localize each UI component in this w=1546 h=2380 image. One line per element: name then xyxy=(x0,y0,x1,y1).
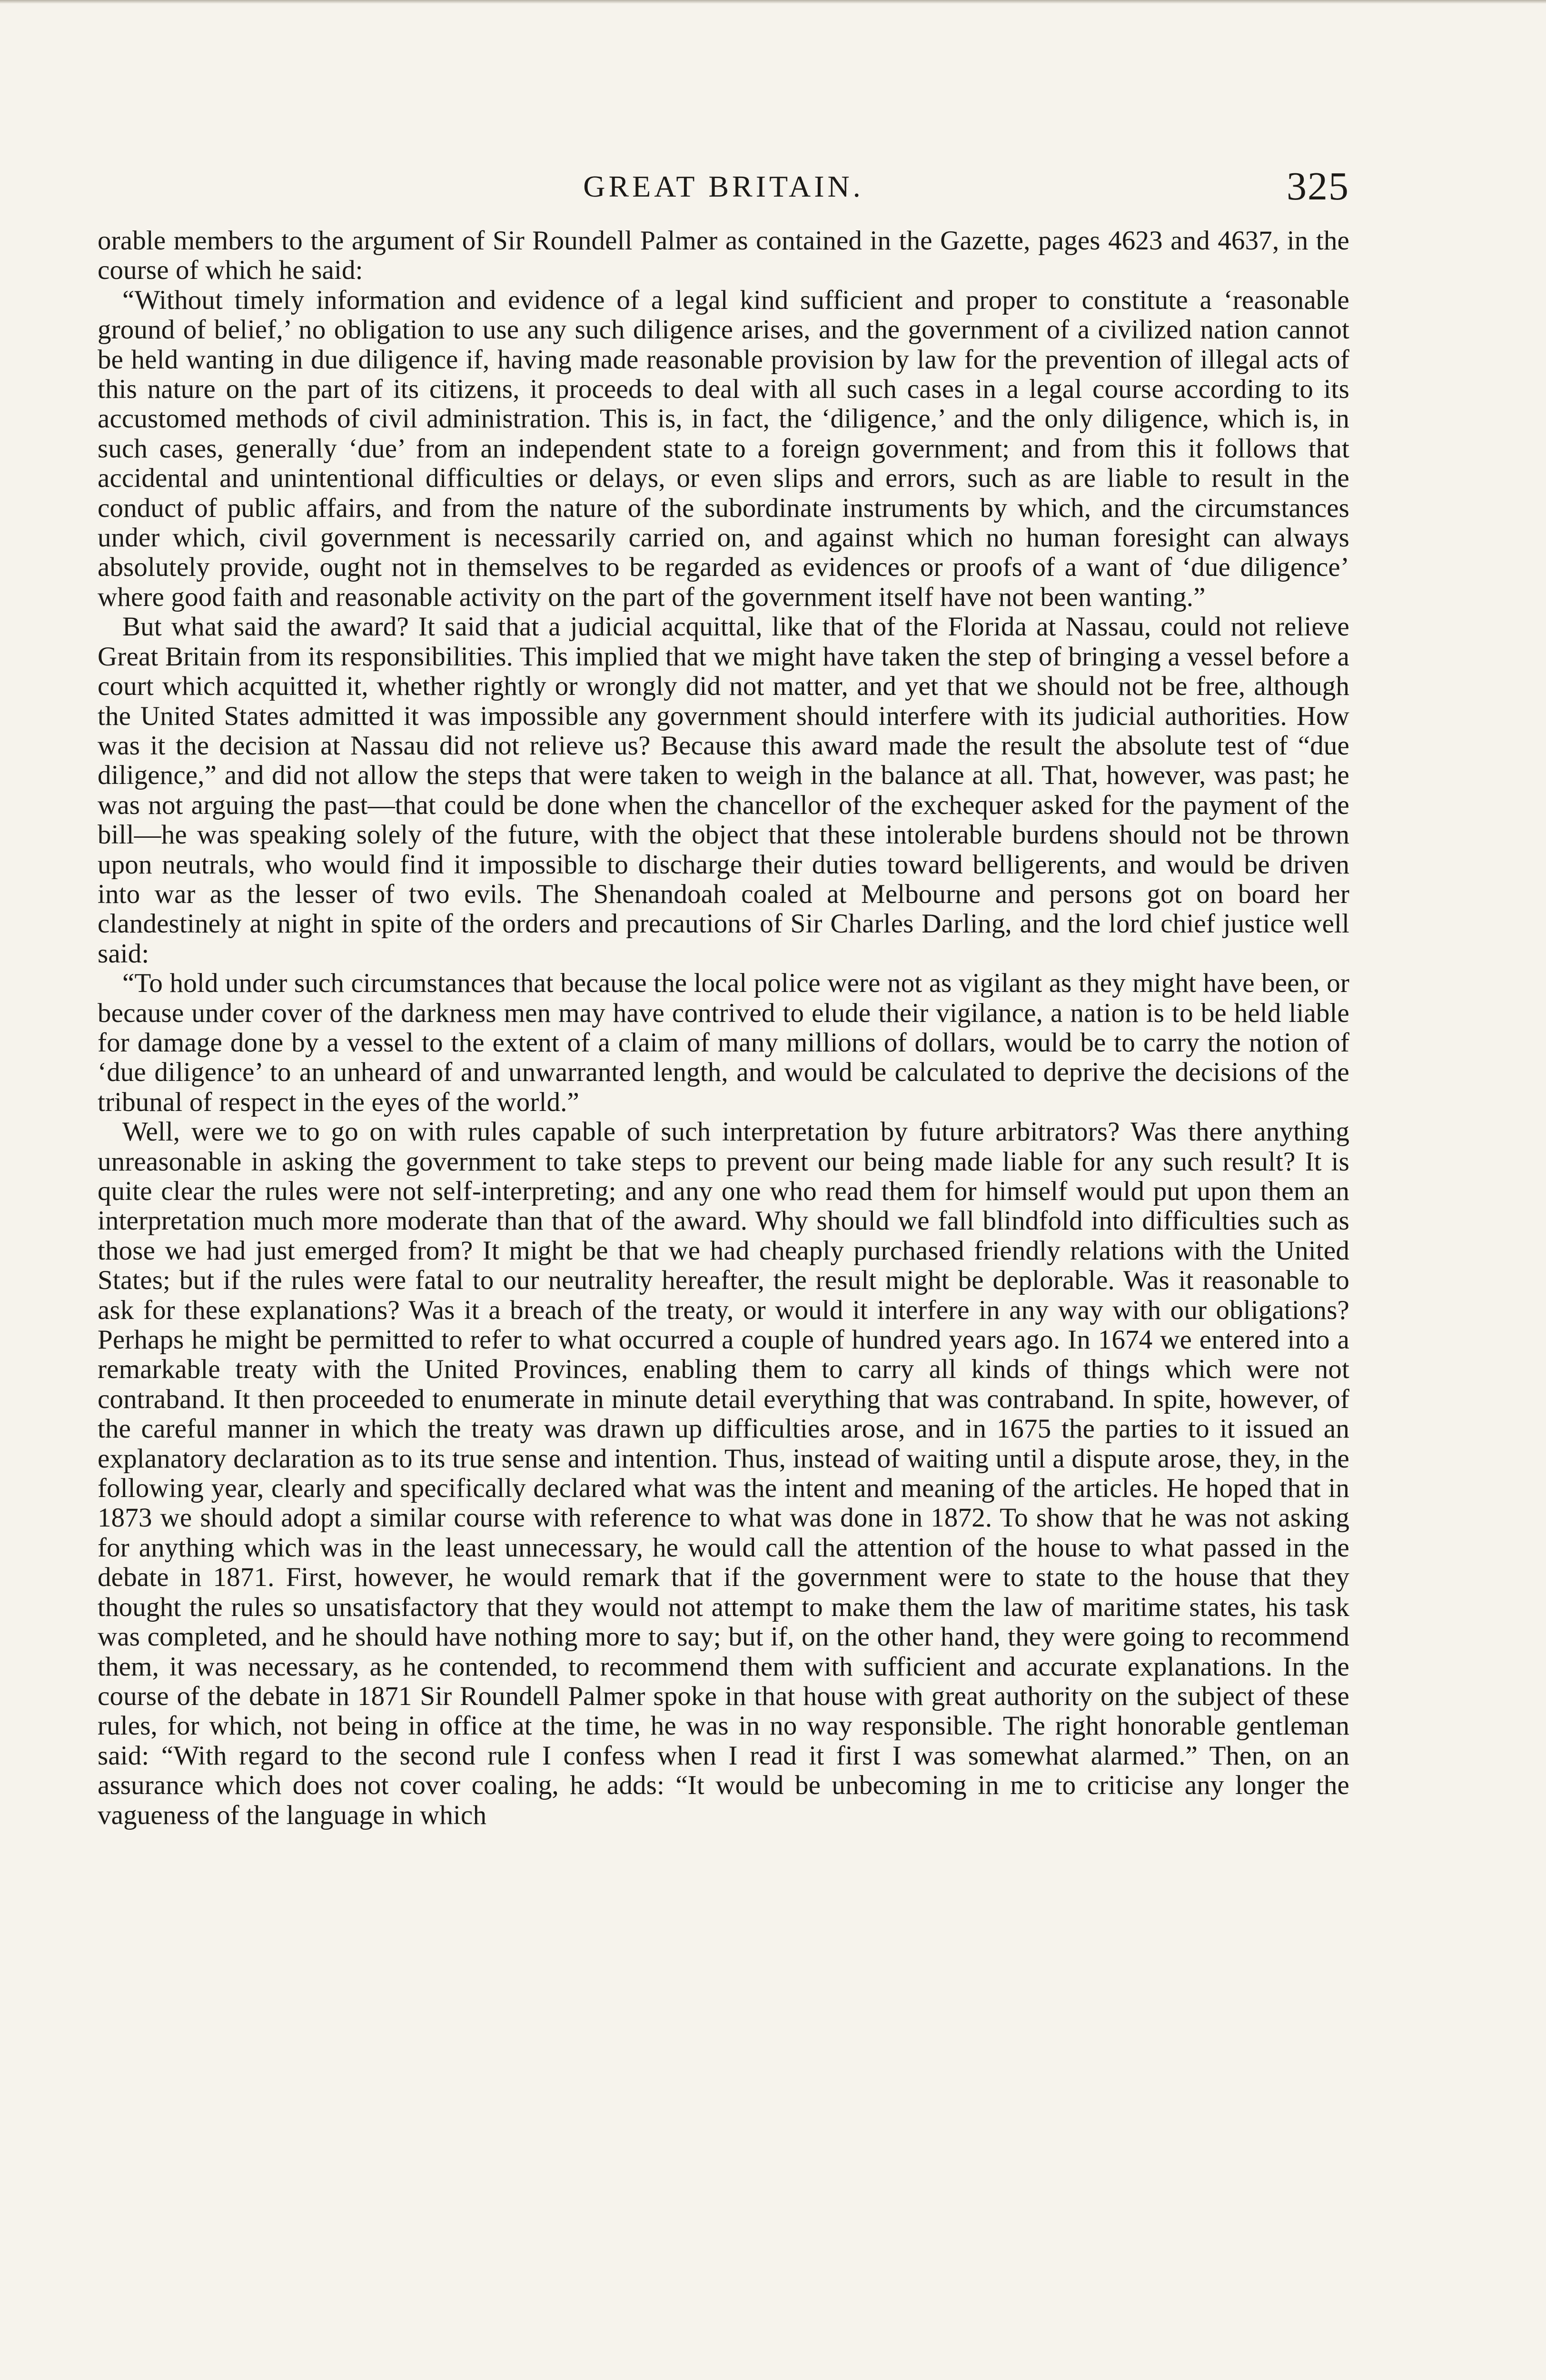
page-header xyxy=(98,164,1349,226)
scan-top-edge xyxy=(0,0,1546,4)
document-page xyxy=(98,164,1349,1830)
paragraph-award: But what said the award? It said that a judicial acquittal, like that of the Florida at Nassau, could not relieve Great Britain from its responsibilities. This implied that we might have taken the step of bringing a vessel before a court which acquitted it, whether rightly or wrongly did not matter, and yet that we should not be free, although the United States admitted it was impossible any government should interfere with its judicial authorities. How was it the decision at Nassau did not relieve us? Because this award made the result the absolute test of “due diligence,” and did not allow the steps that were taken to weigh in the balance at all. That, however, was past; he was not arguing the past—that could be done when the chancellor of the exchequer asked for the payment of the bill—he was speaking solely of the future, with the object that these intolerable burdens should not be thrown upon neutrals, who would find it impossible to discharge their duties toward belligerents, and would be driven into war as the lesser of two evils. The Shenandoah coaled at Melbourne and persons got on board her clandestinely at night in spite of the orders and precautions of Sir Charles Darling, and the lord chief justice well said: xyxy=(98,612,1349,969)
page-number: 325 xyxy=(1287,164,1349,208)
paragraph-continued: orable members to the argument of Sir Roundell Palmer as contained in the Gazette, pages 4623 and 4637, in the course of which he said: xyxy=(98,226,1349,286)
quotation-palmer: “Without timely information and evidence of a legal kind sufficient and proper to constitute a ‘reasonable ground of belief,’ no obligation to use any such diligence arises, and the government of a civilized nation cannot be held wanting in due diligence if, having made reasonable provision by law for the prevention of illegal acts of this nature on the part of its citizens, it proceeds to deal with all such cases in a legal course according to its accustomed methods of civil administration. This is, in fact, the ‘diligence,’ and the only diligence, which is, in such cases, generally ‘due’ from an independent state to a foreign government; and from this it follows that accidental and unintentional difficulties or delays, or even slips and errors, such as are liable to result in the conduct of public affairs, and from the nature of the subordinate instruments by which, and the circumstances under which, civil government is necessarily carried on, and against which no human foresight can always absolutely provide, ought not in themselves to be regarded as evidences or proofs of a want of ‘due diligence’ where good faith and reasonable activity on the part of the government itself have not been wanting.” xyxy=(98,285,1349,612)
quotation-chief-justice: “To hold under such circumstances that because the local police were not as vigilant as they might have been, or because under cover of the darkness men may have contrived to elude their vigilance, a nation is to be held liable for damage done by a vessel to the extent of a claim of many millions of dollars, would be to carry the notion of ‘due diligence’ to an unheard of and unwarranted length, and would be calculated to deprive the decisions of the tribunal of respect in the eyes of the world.” xyxy=(98,968,1349,1117)
paragraph-rules: Well, were we to go on with rules capable of such interpretation by future arbitrators? Was there anything unreasonable in asking the government to take steps to prevent our being made liable for any such result? It is quite clear the rules were not self-interpreting; and any one who read them for himself would put upon them an interpretation much more moderate than that of the award. Why should we fall blindfold into difficulties such as those we had just emerged from? It might be that we had cheaply purchased friendly relations with the United States; but if the rules were fatal to our neutrality hereafter, the result might be deplorable. Was it reasonable to ask for these explanations? Was it a breach of the treaty, or would it interfere in any way with our obligations? Perhaps he might be permitted to refer to what occurred a couple of hundred years ago. In 1674 we entered into a remarkable treaty with the United Provinces, enabling them to carry all kinds of things which were not contraband. It then proceeded to enumerate in minute detail everything that was contraband. In spite, however, of the careful manner in which the treaty was drawn up difficulties arose, and in 1675 the parties to it issued an explanatory declaration as to its true sense and intention. Thus, instead of waiting until a dispute arose, they, in the following year, clearly and specifically declared what was the intent and meaning of the articles. He hoped that in 1873 we should adopt a similar course with reference to what was done in 1872. To show that he was not asking for anything which was in the least unnecessary, he would call the attention of the house to what passed in the debate in 1871. First, however, he would remark that if the government were to state to the house that they thought the rules so unsatisfactory that they would not attempt to make them the law of maritime states, his task was completed, and he should have nothing more to say; but if, on the other hand, they were going to recommend them, it was necessary, as he contended, to recommend them with sufficient and accurate explanations. In the course of the debate in 1871 Sir Roundell Palmer spoke in that house with great authority on the subject of these rules, for which, not being in office at the time, he was in no way responsible. The right honorable gentleman said: “With regard to the second rule I confess when I read it first I was somewhat alarmed.” Then, on an assurance which does not cover coaling, he adds: “It would be unbecoming in me to criticise any longer the vagueness of the language in which xyxy=(98,1117,1349,1830)
running-head: GREAT BRITAIN. xyxy=(583,169,864,203)
body-text xyxy=(98,226,1349,1830)
